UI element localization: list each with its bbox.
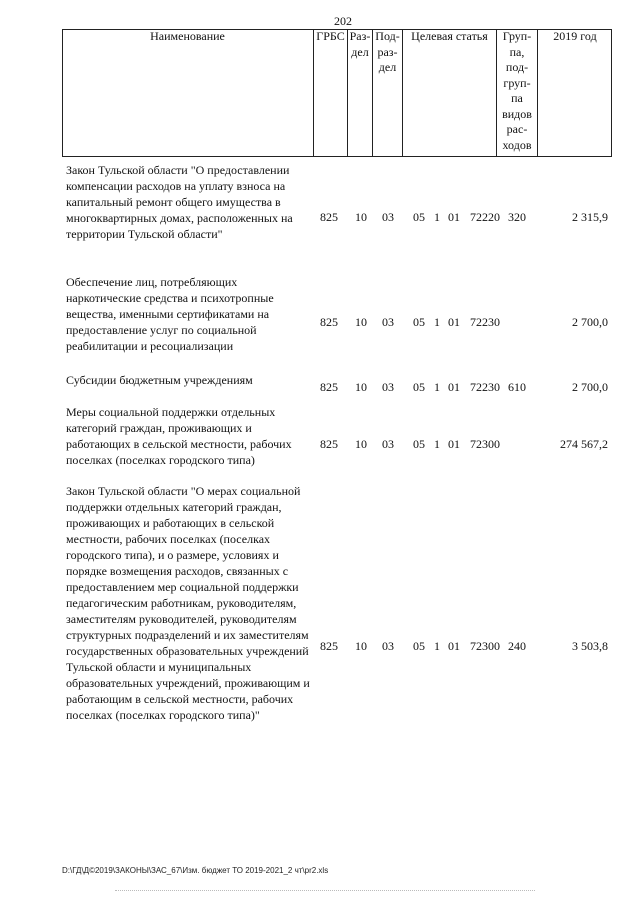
row-measure: 01 bbox=[448, 315, 460, 329]
table-row bbox=[62, 274, 622, 356]
row-podrazdel: 03 bbox=[382, 315, 394, 329]
table-row bbox=[62, 483, 622, 763]
row-group: 240 bbox=[508, 639, 526, 653]
row-direction: 72300 bbox=[470, 639, 500, 653]
row-amount: 274 567,2 bbox=[560, 437, 608, 451]
table-row bbox=[62, 372, 622, 396]
header-razdel: Раз- дел bbox=[348, 29, 373, 157]
row-subprogram: 1 bbox=[434, 380, 440, 394]
row-direction: 72230 bbox=[470, 380, 500, 394]
header-group: Груп- па, под- груп- па видов рас- ходов bbox=[497, 29, 538, 157]
header-year: 2019 год bbox=[553, 29, 597, 43]
row-measure: 01 bbox=[448, 210, 460, 224]
header-name: Наименование bbox=[62, 29, 314, 157]
row-subprogram: 1 bbox=[434, 210, 440, 224]
table-row bbox=[62, 162, 622, 252]
row-subprogram: 1 bbox=[434, 437, 440, 451]
row-amount: 3 503,8 bbox=[572, 639, 608, 653]
table-row bbox=[62, 404, 622, 470]
row-program: 05 bbox=[413, 437, 425, 451]
row-razdel: 10 bbox=[355, 315, 367, 329]
page-number: 202 bbox=[334, 14, 352, 28]
row-subprogram: 1 bbox=[434, 639, 440, 653]
row-direction: 72220 bbox=[470, 210, 500, 224]
row-razdel: 10 bbox=[355, 437, 367, 451]
row-razdel: 10 bbox=[355, 639, 367, 653]
row-grbs: 825 bbox=[320, 210, 338, 224]
row-razdel: 10 bbox=[355, 380, 367, 394]
row-group: 320 bbox=[508, 210, 526, 224]
row-measure: 01 bbox=[448, 437, 460, 451]
row-grbs: 825 bbox=[320, 437, 338, 451]
row-amount: 2 700,0 bbox=[572, 380, 608, 394]
row-program: 05 bbox=[413, 639, 425, 653]
row-name: Меры социальной поддержки отдельных категорий граждан, проживающих и работающих в сельской местности, рабочих поселках (поселках городского типа) bbox=[66, 405, 292, 467]
table-header bbox=[62, 29, 612, 157]
row-group: 610 bbox=[508, 380, 526, 394]
row-measure: 01 bbox=[448, 639, 460, 653]
row-measure: 01 bbox=[448, 380, 460, 394]
row-amount: 2 700,0 bbox=[572, 315, 608, 329]
row-program: 05 bbox=[413, 380, 425, 394]
header-podrazdel: Под- раз- дел bbox=[373, 29, 403, 157]
scan-artifact-line bbox=[115, 890, 535, 891]
row-program: 05 bbox=[413, 210, 425, 224]
row-podrazdel: 03 bbox=[382, 437, 394, 451]
row-name: Закон Тульской области "О предоставлении компенсации расходов на уплату взноса на капитальный ремонт общего имущества в многоквартирных домах, расположенных на территории Тульской области" bbox=[66, 163, 293, 241]
row-name: Обеспечение лиц, потребляющих наркотические средства и психотропные вещества, именными сертификатами на предоставление услуг по социальной реабилитации и ресоциализации bbox=[66, 275, 274, 353]
row-grbs: 825 bbox=[320, 639, 338, 653]
row-direction: 72230 bbox=[470, 315, 500, 329]
row-program: 05 bbox=[413, 315, 425, 329]
row-amount: 2 315,9 bbox=[572, 210, 608, 224]
row-podrazdel: 03 bbox=[382, 639, 394, 653]
row-subprogram: 1 bbox=[434, 315, 440, 329]
row-direction: 72300 bbox=[470, 437, 500, 451]
file-path-footer: D:\ГД\Д©2019\ЗАКОНЫ\ЗАС_67\Изм. бюджет ТО 2019-2021_2 чт\pr2.xls bbox=[62, 866, 329, 875]
row-podrazdel: 03 bbox=[382, 210, 394, 224]
row-grbs: 825 bbox=[320, 380, 338, 394]
row-name: Закон Тульской области "О мерах социальной поддержки отдельных категорий граждан, проживающих и работающих в сельской местности, рабочих поселках (поселках городского типа), и о размере, условиях и порядке возмещения расходов, связанных с предоставлением мер социальной поддержки педагогическим работникам, руководителям, заместителям руководителей, руководителям структурных подразделений и их заместителям государственных образовательных учреждений Тульской области и муниципальных образовательных учреждений, проживающим и работающим в сельской местности, рабочих поселках (поселках городского типа)" bbox=[66, 484, 310, 722]
header-grbs: ГРБС bbox=[314, 29, 348, 157]
header-target: Целевая статья bbox=[403, 29, 497, 157]
row-razdel: 10 bbox=[355, 210, 367, 224]
row-grbs: 825 bbox=[320, 315, 338, 329]
row-podrazdel: 03 bbox=[382, 380, 394, 394]
row-name: Субсидии бюджетным учреждениям bbox=[66, 373, 253, 387]
